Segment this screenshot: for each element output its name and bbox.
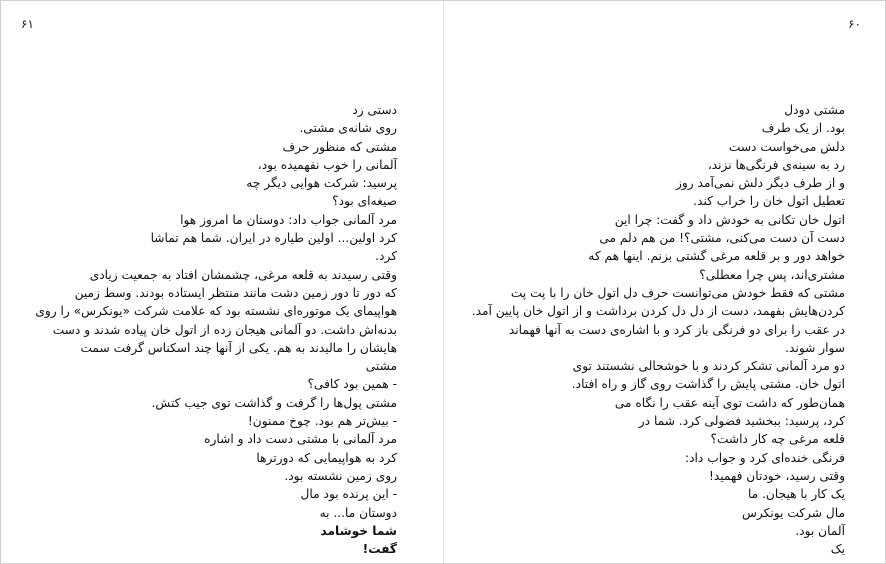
- text-line: قلعه مرغی چه کار داشت؟: [710, 432, 845, 447]
- text-line: روی شانه‌ی مشتی.: [299, 121, 397, 136]
- text-line: صیغه‌ای بود؟: [332, 194, 397, 209]
- text-line: مشتی: [365, 359, 397, 374]
- text-line: کرد، پرسید: ببخشید فضولی کرد. شما در: [638, 414, 845, 429]
- text-line: خواهد دور و بر قلعه مرغی گشتی بزنم. اینها هم که: [588, 249, 845, 264]
- text-line: تعطیل اتول خان را خراب کند.: [693, 194, 845, 209]
- text-line: کرد اولین... اولین طیاره در ایران. شما هم تماشا: [150, 231, 397, 246]
- text-line: مرد آلمانی با مشتی دست داد و اشاره: [204, 432, 397, 447]
- text-line: مشتی که منظور حرف: [282, 139, 397, 154]
- right-page-text: [471, 101, 845, 558]
- text-line: بدنه‌اش داشت. دو آلمانی هیجان زده از اتول خان پیاده شدند و دست: [52, 322, 397, 337]
- text-line: آلمانی را خوب نفهمیده بود،: [257, 157, 397, 172]
- text-line: پرسید: شرکت هوایی دیگر چه: [246, 176, 397, 191]
- text-line: روی زمین نشسته بود.: [284, 468, 397, 483]
- text-line: دوستان ما... به: [319, 505, 397, 520]
- text-line: دلش می‌خواست دست: [728, 139, 845, 154]
- text-line: آلمان بود.: [795, 523, 845, 538]
- text-line: همان‌طور که داشت توی آینه عقب را نگاه می: [614, 395, 845, 410]
- text-line: وقتی رسید، خودتان فهمید!: [708, 468, 845, 483]
- text-line: اتول خان. مشتی پایش را گذاشت روی گاز و راه افتاد.: [571, 377, 845, 392]
- text-line: در عقب را برای دو فرنگی باز کرد و با اشاره‌ی دست به آنها فهماند: [508, 322, 845, 337]
- text-line: مشتی دودل: [784, 103, 845, 117]
- text-line: یک کار با هیجان. ما: [747, 487, 845, 502]
- text-line: کرد به هواپیمایی که دورترها: [256, 450, 397, 465]
- text-line: رد به سینه‌ی فرنگی‌ها نزند،: [707, 157, 845, 172]
- text-line: سوار شوند.: [785, 340, 845, 355]
- text-line: بود. از یک طرف: [761, 121, 845, 136]
- text-line: مشتری‌اند، پس چرا معطلی؟: [699, 267, 845, 282]
- text-line: مرد آلمانی جواب داد: دوستان ما امروز هوا: [180, 212, 397, 227]
- text-line: دست آن دست می‌کنی، مشتی؟! من هم دلم می: [599, 231, 845, 246]
- text-line: کرد.: [375, 249, 397, 264]
- text-line: و از طرف دیگر دلش نمی‌آمد روز: [676, 176, 845, 191]
- text-line: مشتی پول‌ها را گرفت و گذاشت توی جیب کتش.: [151, 395, 397, 410]
- text-line: دستی زد: [352, 103, 397, 117]
- text-line: مال شرکت یونکرس: [742, 505, 845, 520]
- text-line: وقتی رسیدند به قلعه مرغی، چشمشان افتاد به جمعیت زیادی: [89, 267, 397, 282]
- text-line: فرنگی خنده‌ای کرد و جواب داد:: [685, 450, 845, 465]
- text-line: هواپیمای یک موتوره‌ای نشسته بود که علامت شرکت «یونکرس» را روی: [35, 304, 397, 319]
- text-line: - بیش‌تر هم بود. چوخ ممنون!: [247, 414, 397, 429]
- right-page-number: ۶۰: [848, 17, 861, 31]
- left-page-text: [37, 101, 397, 558]
- text-line: یک: [830, 542, 845, 557]
- text-line: اتول خان تکانی به خودش داد و گفت: چرا این: [614, 212, 845, 227]
- text-line: دو مرد آلمانی تشکر کردند و با خوشحالی نشستند توی: [572, 359, 845, 374]
- text-line: - این پرنده بود مال: [300, 487, 397, 502]
- text-line: - همین بود کافی؟: [307, 377, 397, 392]
- left-page-number: ۶۱: [21, 17, 34, 31]
- text-line: شما خوشامد: [320, 523, 397, 538]
- page-gutter: [443, 1, 444, 563]
- text-line: کردن‌هایش بفهمد، دست از دل دل کردن برداشت و از اتول خان پایین آمد.: [471, 304, 845, 319]
- text-line: که دور تا دور زمین دشت مانند منتظر ایستاده بودند. وسط زمین: [74, 285, 397, 300]
- text-line: مشتی که فقط خودش می‌توانست حرف دل اتول خان را با پت پت: [510, 285, 845, 300]
- text-line: هایشان را مالیدند به هم. یکی از آنها چند اسکناس گرفت سمت: [80, 340, 397, 355]
- text-line: گفت!: [362, 542, 397, 557]
